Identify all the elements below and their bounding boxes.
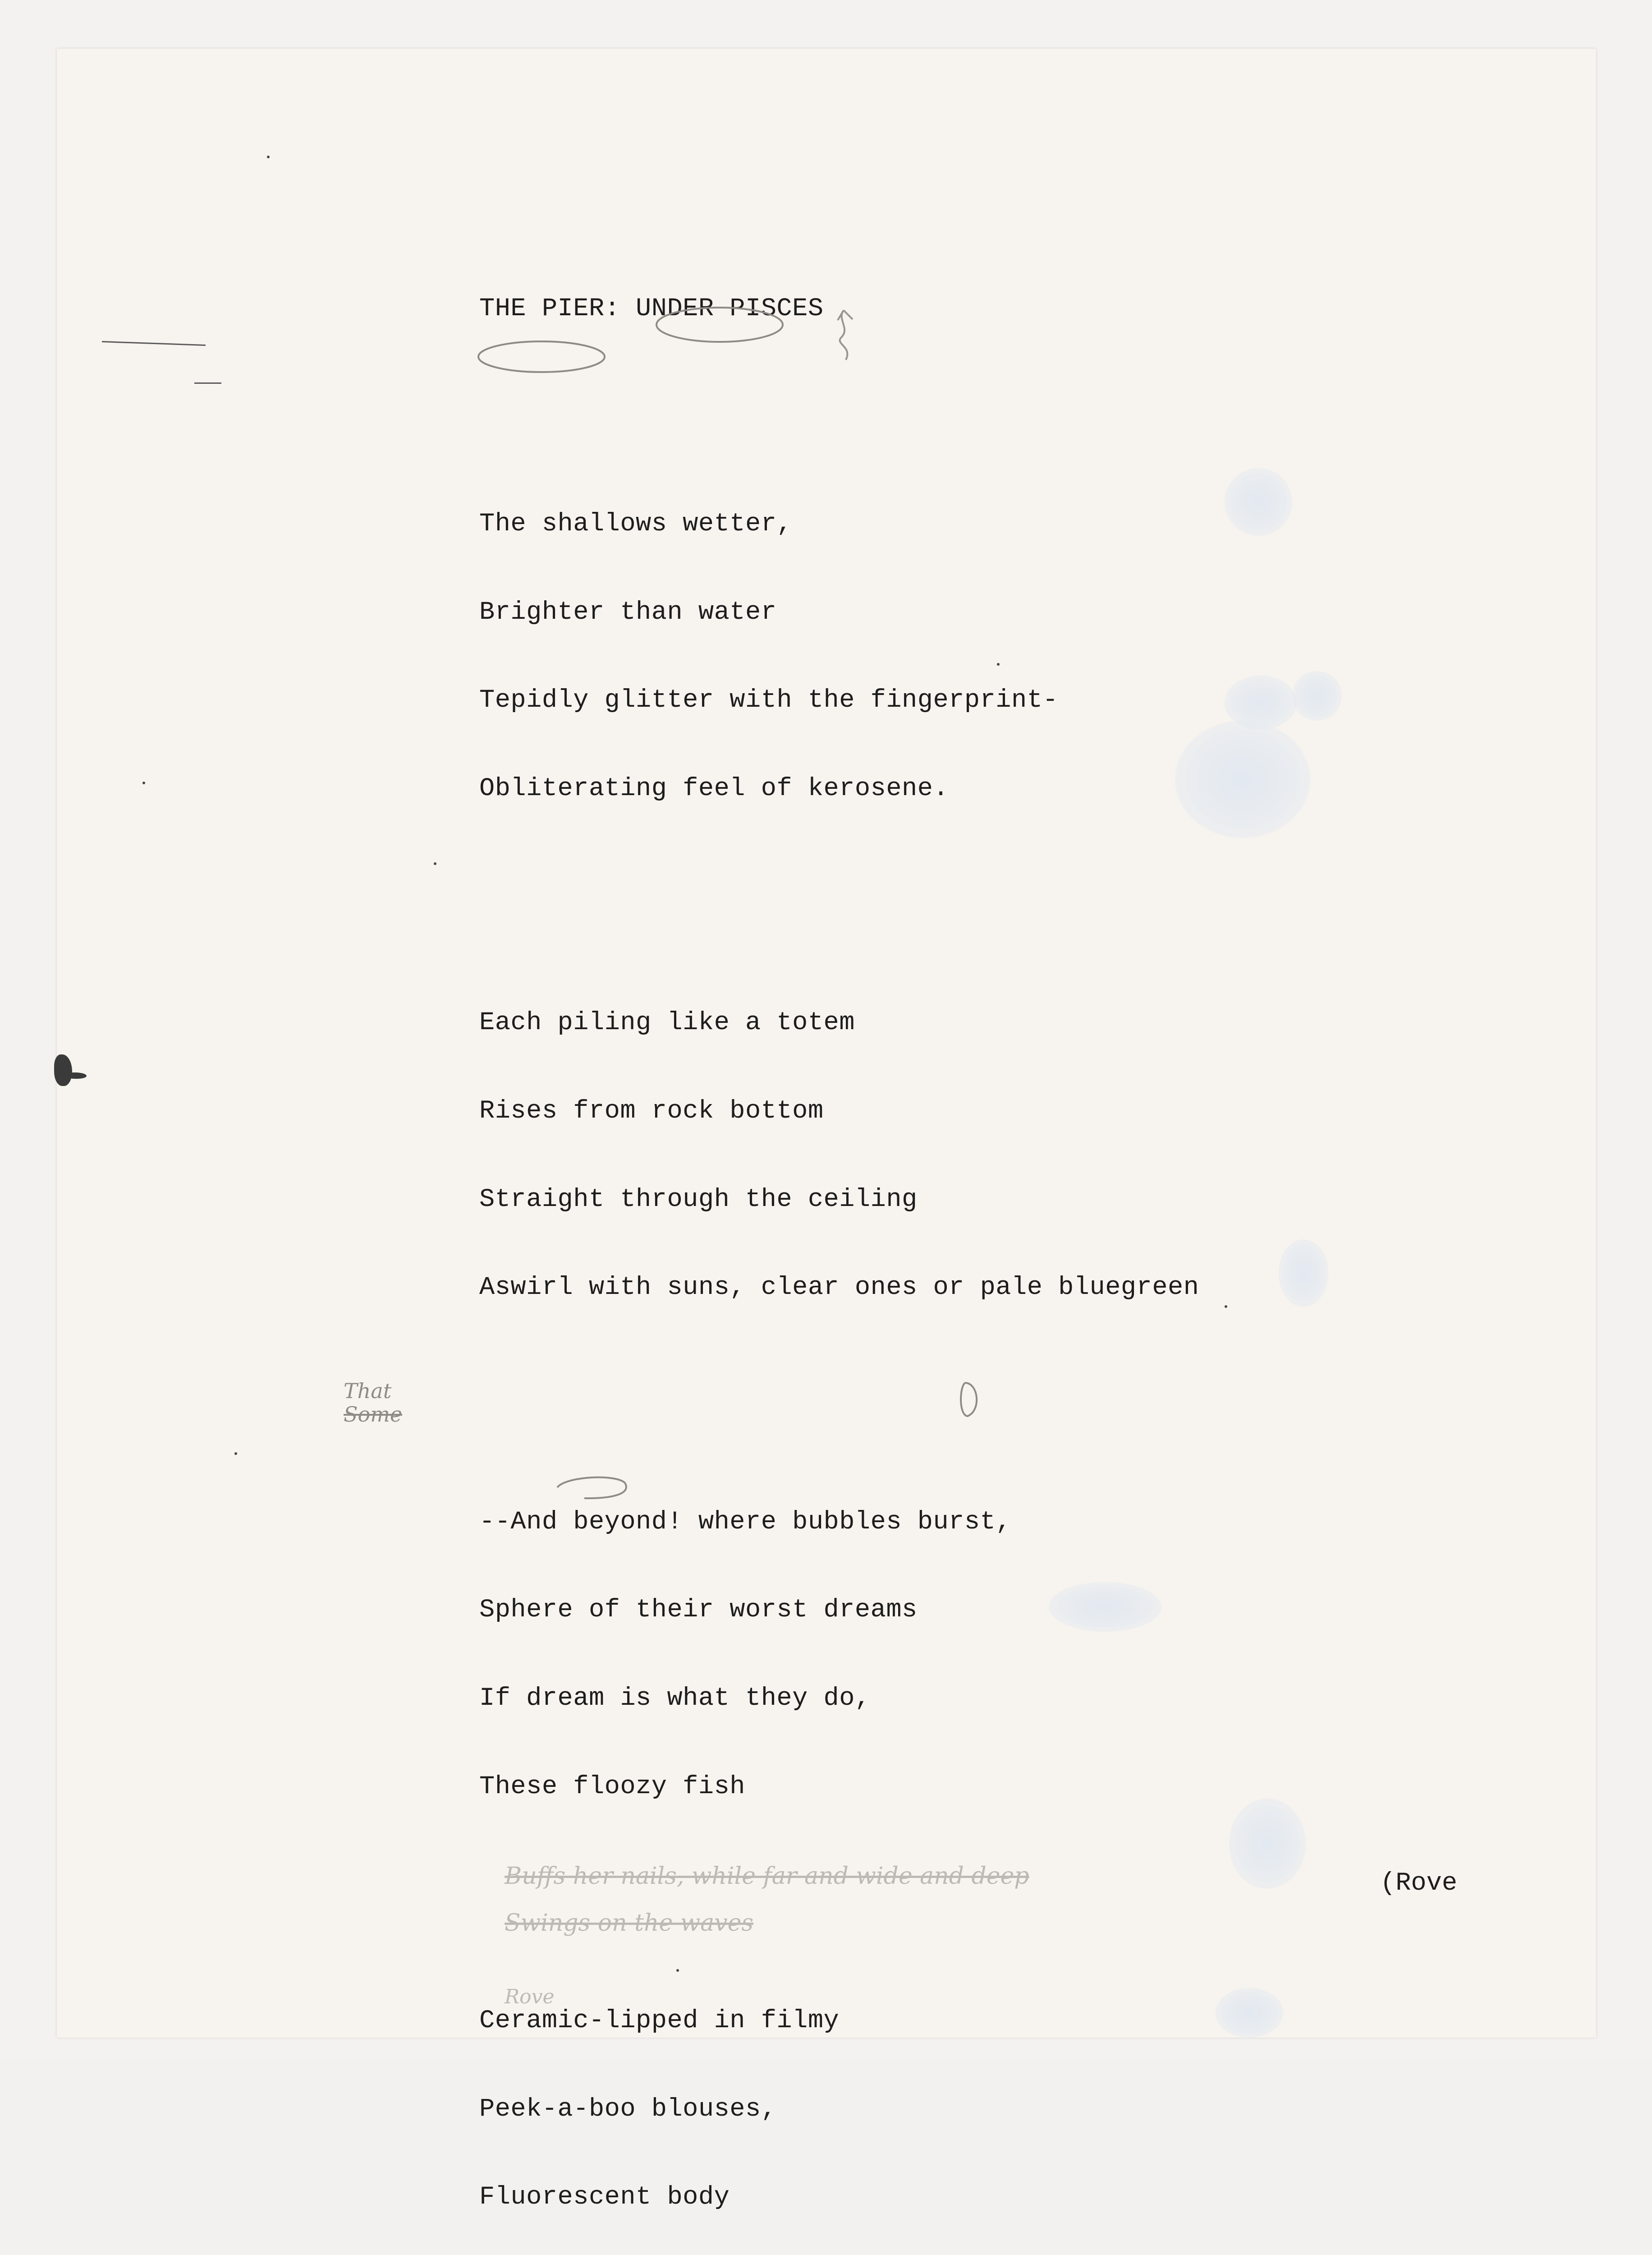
speck xyxy=(434,862,436,865)
poem-line: Tepidly glitter with the fingerprint- xyxy=(479,686,1059,715)
whiteout-patch xyxy=(1279,1239,1328,1307)
poem-line: Ceramic-lipped in filmy xyxy=(479,2006,840,2036)
whiteout-patch xyxy=(1216,1988,1283,2038)
margin-pencil-note xyxy=(344,1379,402,1426)
inserted-word: That xyxy=(344,1379,392,1403)
poem-line: These floozy fish xyxy=(479,1772,745,1801)
speck xyxy=(1225,1305,1227,1308)
poem-line: Each piling like a totem xyxy=(479,1008,855,1038)
typescript-page xyxy=(57,49,1596,2212)
stray-mark xyxy=(102,341,206,346)
poem-line: Obliterating feel of kerosene. xyxy=(479,774,949,803)
poem-line: Straight through the ceiling xyxy=(479,1185,918,1214)
speck xyxy=(267,156,270,158)
poem-line: Fluorescent body xyxy=(479,2183,730,2212)
struck-draft-line: Buffs her nails, while far and wide and deep xyxy=(505,1863,1029,1890)
poem-line: --And beyond! where bubbles burst, xyxy=(479,1507,1011,1537)
draft-word: Rove xyxy=(505,1985,555,2008)
struck-draft-line: Swings on the waves xyxy=(505,1910,754,1937)
poem-title: THE PIER: UNDER PISCES xyxy=(479,295,824,323)
ink-blot xyxy=(66,1072,87,1079)
continuation-marker: (Rove xyxy=(1380,1869,1458,1898)
bottom-pencil-notes xyxy=(505,1853,1029,2020)
ink-blot xyxy=(54,1054,72,1086)
poem-line: Aswirl with suns, clear ones or pale bluegreen xyxy=(479,1273,1199,1302)
whiteout-patch xyxy=(1292,671,1342,721)
poem-line: Brighter than water xyxy=(479,598,777,627)
poem-line: Rises from rock bottom xyxy=(479,1096,824,1126)
poem-line: Sphere of their worst dreams xyxy=(479,1596,918,1625)
poem-line: If dream is what they do, xyxy=(479,1684,871,1713)
stanza-3 xyxy=(479,1450,1215,1860)
speck xyxy=(142,782,145,784)
poem-line: Peek-a-boo blouses, xyxy=(479,2094,777,2124)
stray-mark xyxy=(194,382,221,384)
poem-line: The shallows wetter, xyxy=(479,510,793,538)
whiteout-patch xyxy=(1225,468,1292,536)
whiteout-patch xyxy=(1229,1799,1306,1889)
speck xyxy=(234,1452,237,1455)
stanza-2 xyxy=(479,950,1215,1361)
stanza-1 xyxy=(479,451,1215,862)
struck-word: Some xyxy=(344,1402,403,1427)
